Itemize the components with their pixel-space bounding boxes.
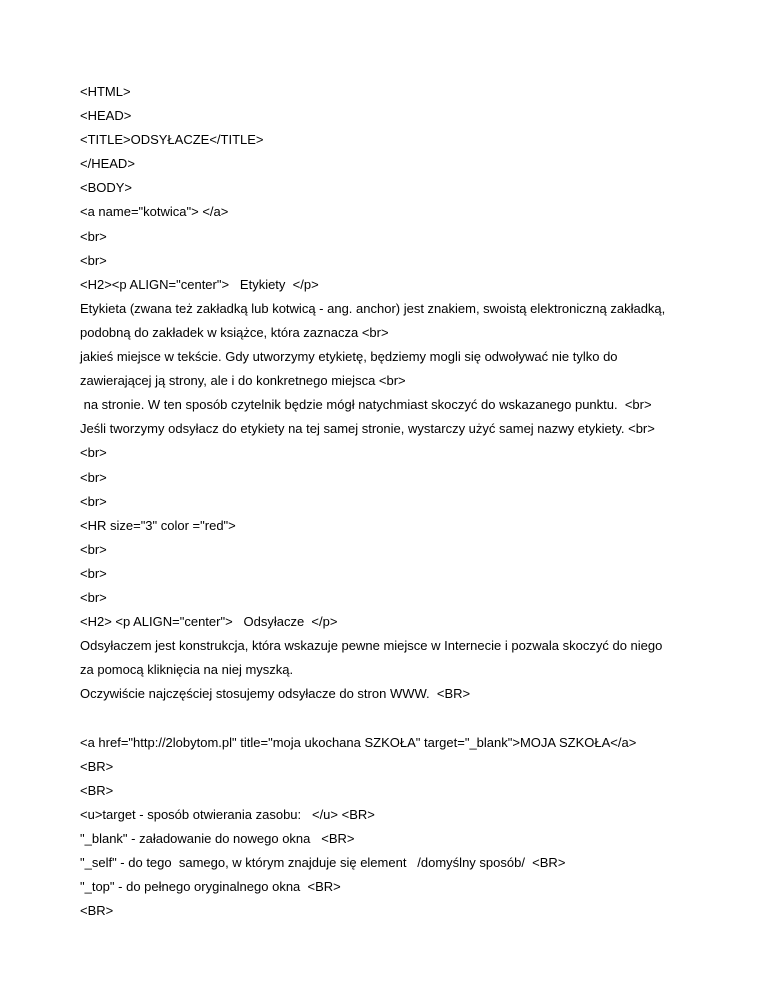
code-line: <BR> bbox=[80, 903, 114, 919]
code-line: <br> bbox=[80, 445, 107, 461]
code-line: </HEAD> bbox=[80, 156, 135, 172]
html-source-listing bbox=[80, 80, 700, 923]
code-line: zawierającej ją strony, ale i do konkretnego miejsca <br> bbox=[80, 373, 406, 389]
code-line: Odsyłaczem jest konstrukcja, która wskazuje pewne miejsce w Internecie i pozwala skoczyć do niego bbox=[80, 638, 663, 654]
code-line: <HEAD> bbox=[80, 108, 132, 124]
code-line: <HR size="3" color ="red"> bbox=[80, 517, 236, 533]
code-line: Oczywiście najczęściej stosujemy odsyłacze do stron WWW. <BR> bbox=[80, 686, 471, 702]
code-line: <br> bbox=[80, 228, 107, 244]
code-line: <br> bbox=[80, 493, 107, 509]
code-line: <HTML> bbox=[80, 84, 131, 99]
code-line: <br> bbox=[80, 589, 107, 605]
code-line: <BR> bbox=[80, 758, 114, 774]
code-line: <BR> bbox=[80, 782, 114, 798]
code-line: <br> bbox=[80, 469, 107, 485]
code-line: na stronie. W ten sposób czytelnik będzie mógł natychmiast skoczyć do wskazanego punktu. <br> bbox=[80, 397, 652, 413]
code-line: <a name="kotwica"> </a> bbox=[80, 204, 229, 220]
code-line bbox=[80, 706, 700, 730]
code-line: Etykieta (zwana też zakładką lub kotwicą - ang. anchor) jest znakiem, swoistą elektroniczną zakładką, bbox=[80, 300, 666, 316]
code-line: <H2> <p ALIGN="center"> Odsyłacze </p> bbox=[80, 614, 338, 630]
code-line: "_self" - do tego samego, w którym znajduje się element /domyślny sposób/ <BR> bbox=[80, 855, 566, 870]
code-line: "_top" - do pełnego oryginalnego okna <BR> bbox=[80, 879, 341, 895]
code-line: "_blank" - załadowanie do nowego okna <BR> bbox=[80, 830, 355, 846]
code-line: <BODY> bbox=[80, 180, 133, 196]
code-line: <H2><p ALIGN="center"> Etykiety </p> bbox=[80, 276, 319, 292]
code-line: <u>target - sposób otwierania zasobu: </u> <BR> bbox=[80, 806, 375, 822]
code-line: za pomocą kliknięcia na niej myszką. bbox=[80, 662, 294, 678]
code-line: podobną do zakładek w książce, która zaznacza <br> bbox=[80, 324, 389, 340]
code-line: <br> bbox=[80, 252, 107, 268]
code-line: Jeśli tworzymy odsyłacz do etykiety na tej samej stronie, wystarczy użyć samej nazwy etykiety. <br> bbox=[80, 421, 655, 437]
code-line: <br> bbox=[80, 541, 107, 557]
code-line: <br> bbox=[80, 565, 107, 581]
code-line: jakieś miejsce w tekście. Gdy utworzymy etykietę, będziemy mogli się odwoływać nie tylko do bbox=[80, 349, 618, 365]
code-line: <a href="http://2lobytom.pl" title="moja ukochana SZKOŁA" target="_blank">MOJA SZKOŁA</a> bbox=[80, 734, 637, 750]
code-line: <TITLE>ODSYŁACZE</TITLE> bbox=[80, 132, 264, 148]
